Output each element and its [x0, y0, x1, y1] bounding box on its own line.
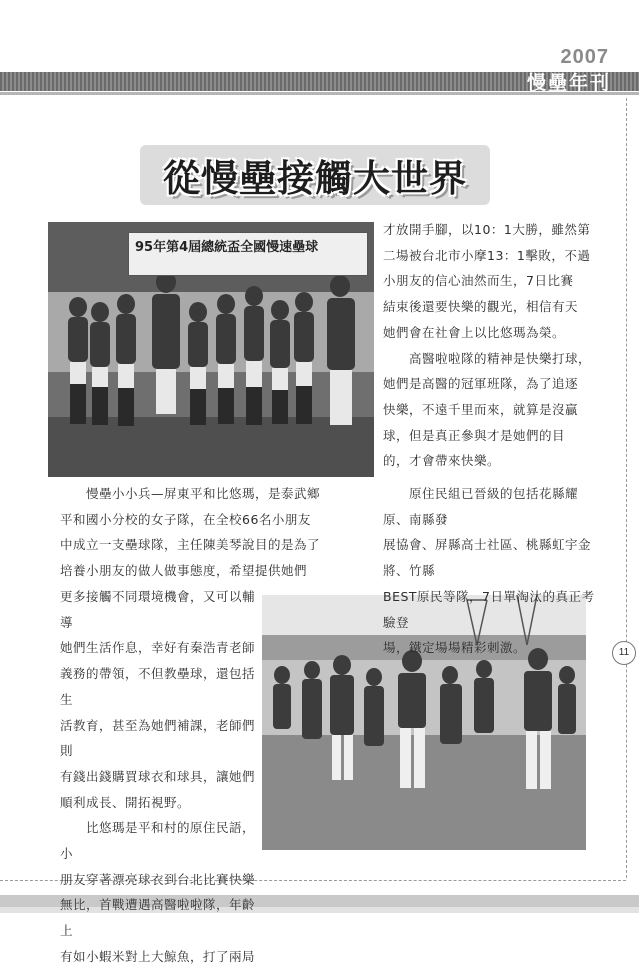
text-line: 二場被台北市小摩13：1擊敗，不過 [383, 247, 591, 263]
text-line: 球，但是真正參與才是她們的目 [383, 427, 566, 443]
text-line: 才放開手腳，以10：1大勝，雖然第 [383, 222, 591, 237]
text-line: 她們會在社會上以比悠瑪為榮。 [383, 324, 566, 340]
text-line: 義務的帶領，不但教壘球，還包括生 [60, 666, 256, 707]
article-column-left-top [60, 481, 372, 584]
article-column-left-bottom [60, 584, 256, 970]
text-line: 的，才會帶來快樂。 [383, 453, 501, 469]
team-photo-banner: 95年第4屆總統盃全國慢速壘球 [128, 232, 368, 276]
text-line: 有錢出錢購買球衣和球具，讓她們 [60, 768, 256, 784]
text-line: 中成立一支壘球隊，主任陳美琴說目的是為了 [60, 537, 321, 553]
text-line: 平和國小分校的女子隊，在全校66名小朋友 [60, 511, 311, 527]
text-line: 快樂，不遠千里而來，就算是沒贏 [383, 401, 579, 417]
team-photo [48, 222, 374, 477]
text-line: 無比，首戰遭遇高醫啦啦隊，年齡上 [60, 897, 256, 939]
text-line: 高醫啦啦隊的精神是快樂打球， [383, 350, 592, 366]
text-line: 原住民組已晉級的包括花縣耀原、南縣發 [383, 486, 579, 527]
text-line: 她們是高醫的冠軍班隊，為了追逐 [383, 376, 579, 392]
right-dashed-border [626, 98, 627, 878]
page-number: 11 [612, 641, 636, 665]
text-line: 展協會、屏縣高士社區、桃縣虹宇金將、竹縣 [383, 537, 592, 579]
text-line: 比悠瑪是平和村的原住民語，小 [60, 820, 256, 862]
article-column-right-top [383, 217, 595, 474]
text-line: BEST原民等隊，7日單淘汰的真正考驗登 [383, 588, 595, 630]
text-line: 更多接觸不同環境機會，又可以輔導 [60, 589, 256, 630]
text-line: 慢壘小小兵—屏東平和比悠瑪，是泰武鄉 [60, 486, 321, 501]
header-year: 2007 [560, 46, 609, 68]
article-title: 從慢壘接觸大世界 [163, 157, 467, 200]
text-line: 順利成長、開拓視野。 [60, 794, 191, 810]
text-line: 結束後還要快樂的觀光，相信有天 [383, 299, 579, 315]
text-line: 活教育，甚至為她們補課，老師們則 [60, 717, 256, 759]
text-line: 她們生活作息，幸好有秦浩青老師 [60, 640, 256, 656]
text-line: 朋友穿著漂亮球衣到台北比賽快樂 [60, 871, 256, 887]
text-line: 培養小朋友的做人做事態度，希望提供她們 [60, 563, 308, 579]
text-line: 場，鐵定場場精彩刺激。 [383, 640, 527, 656]
header-publication: 慢壘年刊 [526, 72, 611, 94]
text-line: 有如小蝦米對上大鯨魚，打了兩局 [60, 948, 256, 964]
text-line: 小朋友的信心油然而生，7日比賽 [383, 273, 574, 289]
article-column-right-bottom [383, 481, 603, 661]
